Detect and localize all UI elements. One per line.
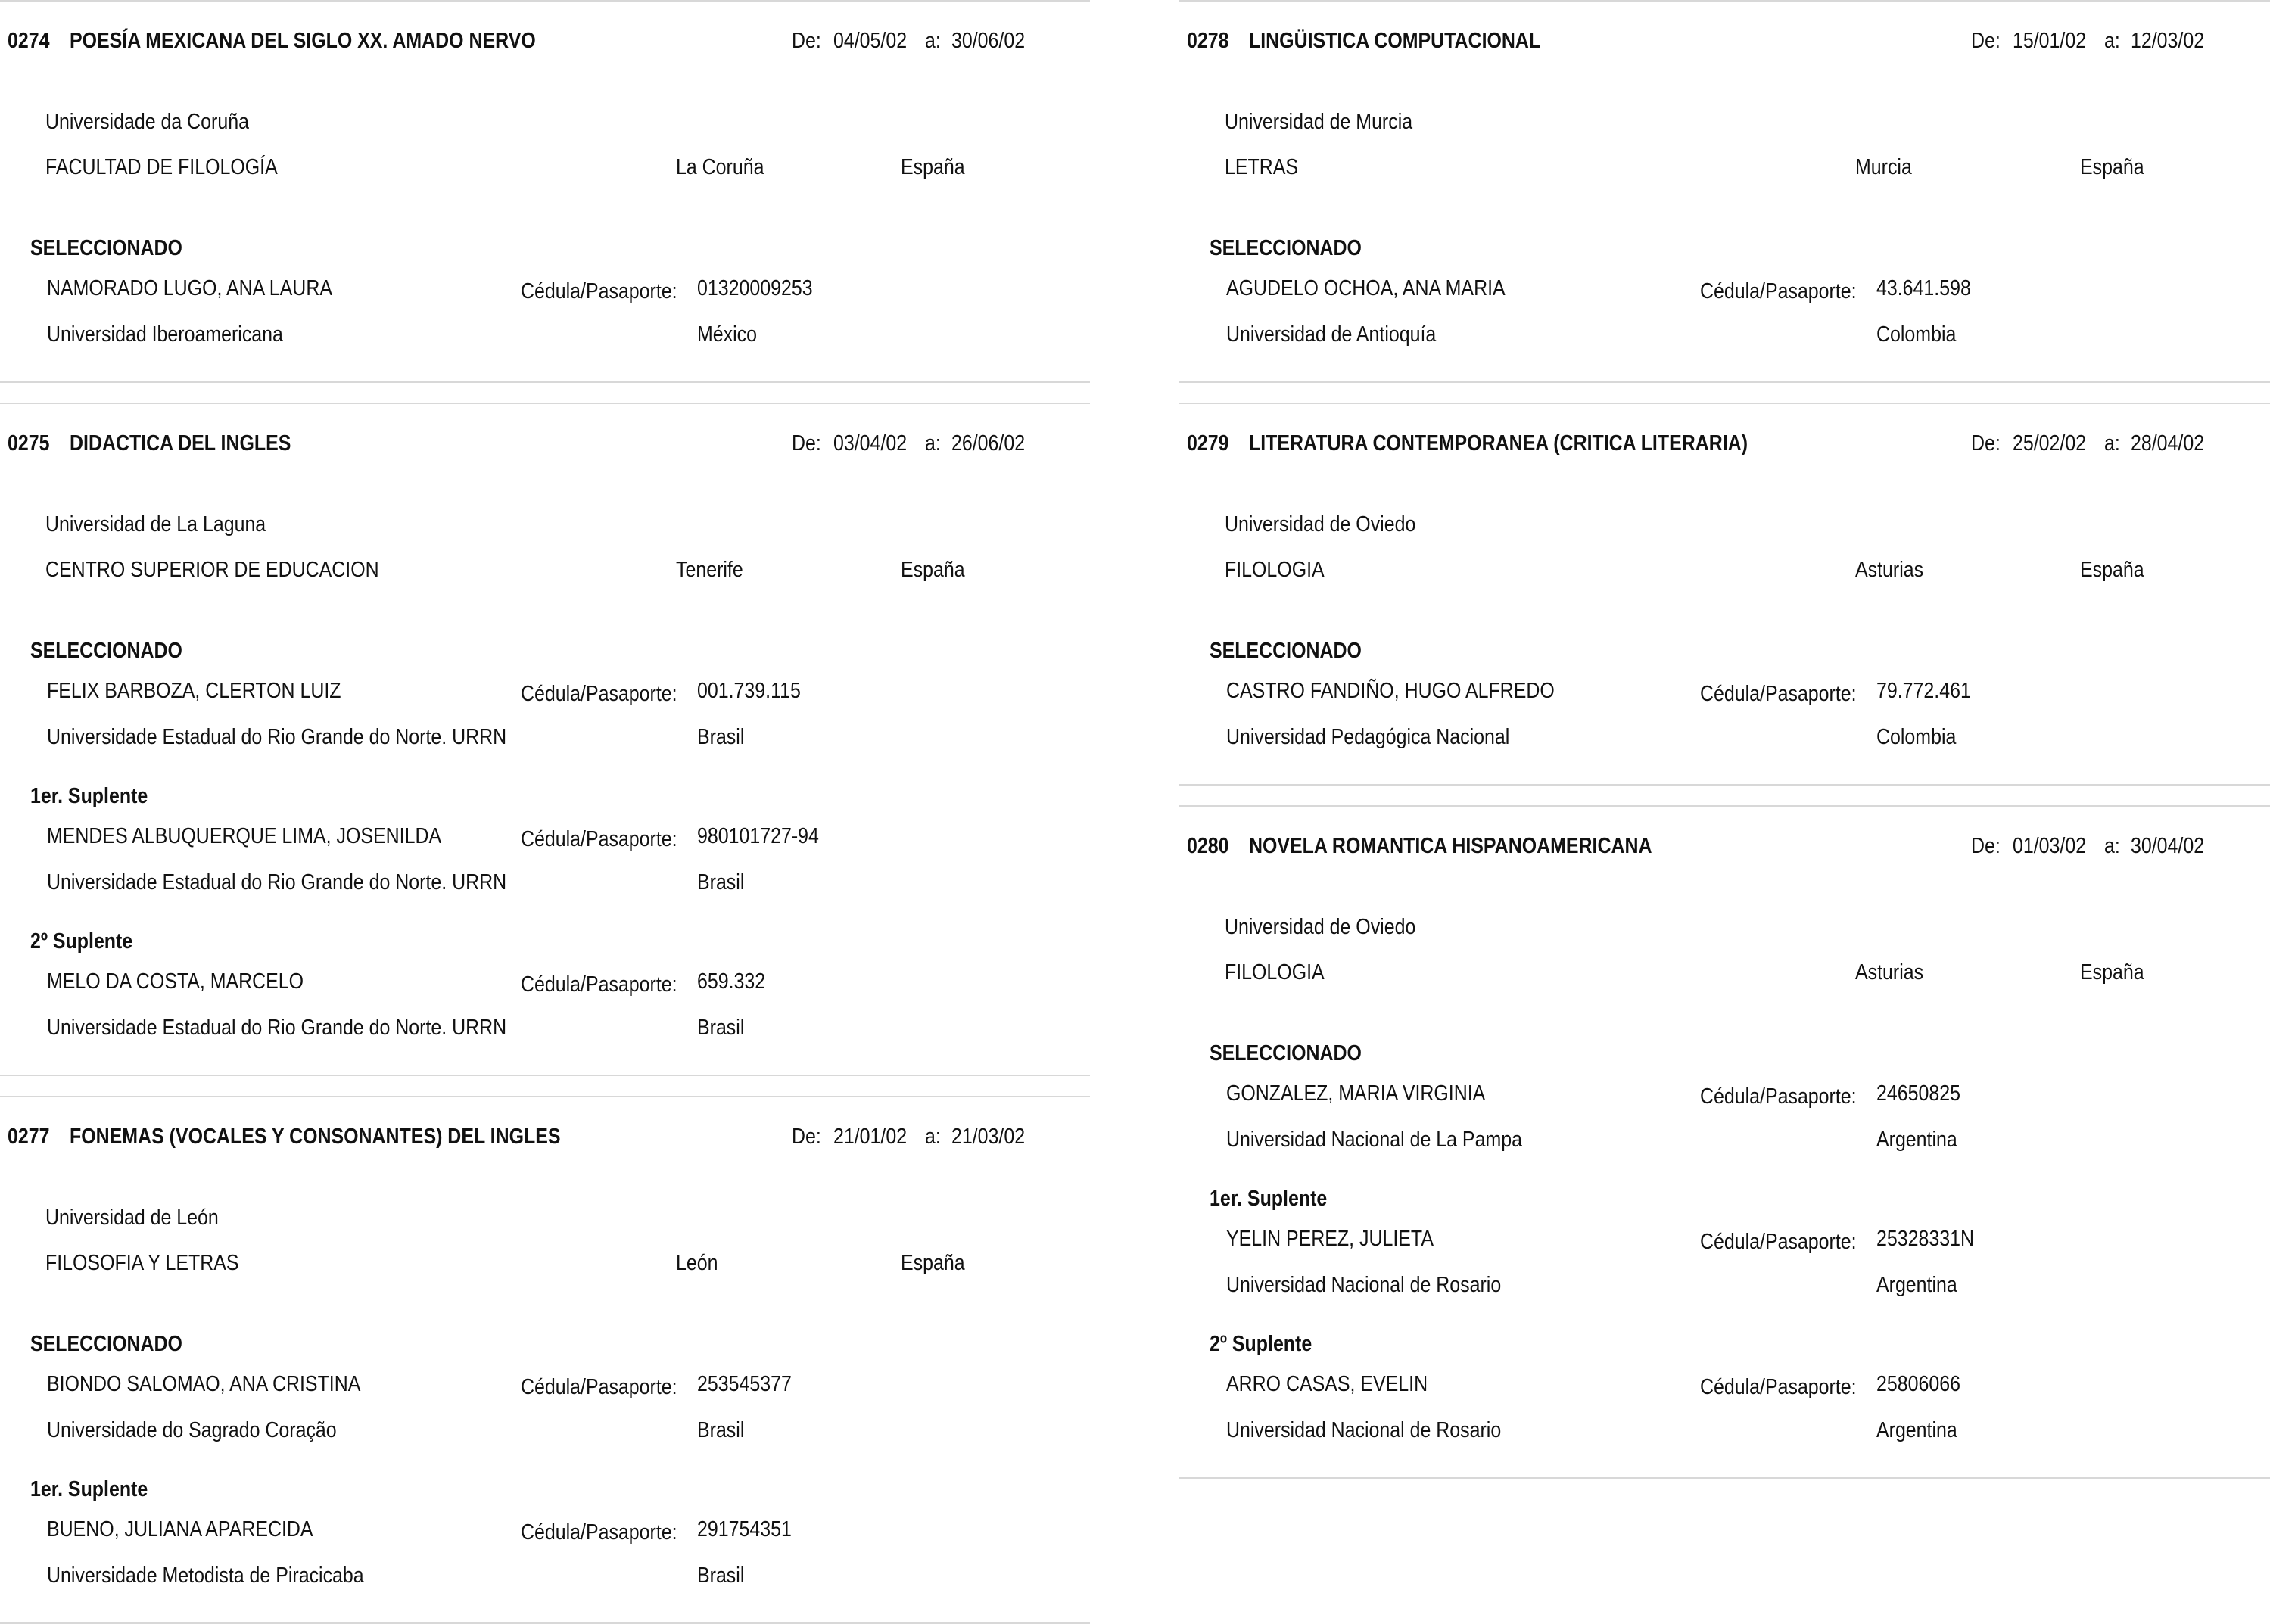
candidate-country: Argentina [1876, 1418, 1957, 1442]
host-faculty: FILOSOFIA Y LETRAS [45, 1251, 239, 1275]
candidate-name: BUENO, JULIANA APARECIDA [47, 1517, 313, 1542]
candidate-name: BIONDO SALOMAO, ANA CRISTINA [47, 1372, 361, 1396]
candidate-role: SELECCIONADO [30, 236, 182, 260]
id-label: Cédula/Pasaporte: [521, 682, 677, 706]
bottom-divider [1179, 1477, 2270, 1479]
candidate-doc: 659.332 [697, 969, 766, 994]
top-divider [1179, 403, 2270, 404]
top-divider [1179, 0, 2270, 2]
date-from: 01/03/02 [2013, 834, 2087, 858]
candidate-role: 1er. Suplente [30, 784, 148, 808]
course-title: LITERATURA CONTEMPORANEA (CRITICA LITERARIA) [1249, 431, 1748, 456]
date-from-label: De: [792, 1125, 821, 1149]
candidate-name: CASTRO FANDIÑO, HUGO ALFREDO [1226, 679, 1555, 703]
candidate-country: Brasil [697, 1016, 745, 1040]
candidate-institution: Universidade do Sagrado Coração [47, 1418, 337, 1442]
date-to-label: a: [925, 1125, 941, 1149]
host-university: Universidad de Murcia [1225, 110, 1413, 134]
id-label: Cédula/Pasaporte: [1700, 682, 1857, 706]
candidate-country: Brasil [697, 870, 745, 894]
course-code: 0275 [8, 431, 50, 456]
course-code: 0277 [8, 1125, 50, 1149]
candidate-institution: Universidad de Antioquía [1226, 322, 1437, 347]
date-to: 28/04/02 [2131, 431, 2205, 456]
host-university: Universidad de León [45, 1206, 219, 1230]
candidate-name: ARRO CASAS, EVELIN [1226, 1372, 1428, 1396]
host-university: Universidad de Oviedo [1225, 512, 1416, 537]
date-from: 04/05/02 [833, 29, 908, 53]
bottom-divider [0, 381, 1090, 383]
date-to: 30/06/02 [951, 29, 1026, 53]
id-label: Cédula/Pasaporte: [521, 1375, 677, 1399]
host-country: España [901, 558, 965, 582]
date-to: 12/03/02 [2131, 29, 2205, 53]
candidate-name: NAMORADO LUGO, ANA LAURA [47, 276, 332, 300]
host-university: Universidade da Coruña [45, 110, 249, 134]
candidate-doc: 980101727-94 [697, 824, 819, 848]
candidate-institution: Universidad Pedagógica Nacional [1226, 725, 1510, 749]
top-divider [0, 1096, 1090, 1097]
candidate-institution: Universidad Iberoamericana [47, 322, 283, 347]
top-divider [0, 403, 1090, 404]
candidate-name: MELO DA COSTA, MARCELO [47, 969, 304, 994]
host-city: La Coruña [676, 155, 764, 179]
candidate-country: Colombia [1876, 725, 1957, 749]
id-label: Cédula/Pasaporte: [1700, 1375, 1857, 1399]
candidate-country: Brasil [697, 1563, 745, 1588]
candidate-doc: 25806066 [1876, 1372, 1960, 1396]
candidate-doc: 79.772.461 [1876, 679, 1971, 703]
date-from: 15/01/02 [2013, 29, 2087, 53]
candidate-role: SELECCIONADO [1210, 236, 1362, 260]
candidate-name: MENDES ALBUQUERQUE LIMA, JOSENILDA [47, 824, 442, 848]
candidate-institution: Universidad Nacional de Rosario [1226, 1418, 1502, 1442]
host-faculty: FILOLOGIA [1225, 960, 1325, 985]
candidate-institution: Universidade Estadual do Rio Grande do Norte. URRN [47, 725, 507, 749]
candidate-role: 1er. Suplente [1210, 1187, 1328, 1211]
candidate-doc: 001.739.115 [697, 679, 801, 703]
host-city: Asturias [1855, 558, 1924, 582]
date-from: 03/04/02 [833, 431, 908, 456]
candidate-name: GONZALEZ, MARIA VIRGINIA [1226, 1081, 1486, 1106]
candidate-institution: Universidad Nacional de La Pampa [1226, 1128, 1522, 1152]
course-code: 0278 [1187, 29, 1229, 53]
host-faculty: LETRAS [1225, 155, 1299, 179]
date-from-label: De: [792, 29, 821, 53]
host-country: España [2080, 558, 2144, 582]
host-country: España [901, 155, 965, 179]
date-to-label: a: [2104, 431, 2120, 456]
host-country: España [2080, 155, 2144, 179]
course-title: POESÍA MEXICANA DEL SIGLO XX. AMADO NERVO [70, 29, 536, 53]
candidate-institution: Universidade Metodista de Piracicaba [47, 1563, 364, 1588]
top-divider [0, 0, 1090, 2]
course-title: DIDACTICA DEL INGLES [70, 431, 291, 456]
host-city: León [676, 1251, 718, 1275]
candidate-doc: 25328331N [1876, 1227, 1974, 1251]
id-label: Cédula/Pasaporte: [1700, 1084, 1857, 1109]
course-code: 0280 [1187, 834, 1229, 858]
host-faculty: FILOLOGIA [1225, 558, 1325, 582]
candidate-country: Brasil [697, 1418, 745, 1442]
host-country: España [901, 1251, 965, 1275]
candidate-institution: Universidade Estadual do Rio Grande do Norte. URRN [47, 1016, 507, 1040]
id-label: Cédula/Pasaporte: [521, 279, 677, 303]
candidate-doc: 01320009253 [697, 276, 813, 300]
date-from: 21/01/02 [833, 1125, 908, 1149]
bottom-divider [0, 1075, 1090, 1076]
course-code: 0274 [8, 29, 50, 53]
candidate-doc: 24650825 [1876, 1081, 1960, 1106]
candidate-country: México [697, 322, 757, 347]
date-to: 21/03/02 [951, 1125, 1026, 1149]
candidate-role: SELECCIONADO [30, 639, 182, 663]
date-to-label: a: [2104, 29, 2120, 53]
candidate-name: FELIX BARBOZA, CLERTON LUIZ [47, 679, 341, 703]
candidate-country: Brasil [697, 725, 745, 749]
candidate-name: YELIN PEREZ, JULIETA [1226, 1227, 1434, 1251]
top-divider [1179, 805, 2270, 807]
candidate-doc: 291754351 [697, 1517, 792, 1542]
host-city: Asturias [1855, 960, 1924, 985]
course-title: LINGÜISTICA COMPUTACIONAL [1249, 29, 1541, 53]
date-to-label: a: [925, 431, 941, 456]
candidate-role: SELECCIONADO [30, 1332, 182, 1356]
date-from-label: De: [1971, 834, 2001, 858]
host-university: Universidad de Oviedo [1225, 915, 1416, 939]
candidate-institution: Universidad Nacional de Rosario [1226, 1273, 1502, 1297]
host-faculty: FACULTAD DE FILOLOGÍA [45, 155, 278, 179]
candidate-role: 2º Suplente [30, 929, 133, 954]
candidate-country: Colombia [1876, 322, 1957, 347]
date-to-label: a: [2104, 834, 2120, 858]
candidate-country: Argentina [1876, 1273, 1957, 1297]
course-code: 0279 [1187, 431, 1229, 456]
candidate-name: AGUDELO OCHOA, ANA MARIA [1226, 276, 1506, 300]
bottom-divider [1179, 381, 2270, 383]
candidate-doc: 43.641.598 [1876, 276, 1971, 300]
date-to: 30/04/02 [2131, 834, 2205, 858]
date-from-label: De: [1971, 29, 2001, 53]
date-from-label: De: [792, 431, 821, 456]
host-country: España [2080, 960, 2144, 985]
host-university: Universidad de La Laguna [45, 512, 266, 537]
date-to-label: a: [925, 29, 941, 53]
bottom-divider [1179, 784, 2270, 786]
candidate-country: Argentina [1876, 1128, 1957, 1152]
course-title: NOVELA ROMANTICA HISPANOAMERICANA [1249, 834, 1652, 858]
id-label: Cédula/Pasaporte: [1700, 279, 1857, 303]
candidate-role: 1er. Suplente [30, 1477, 148, 1501]
candidate-institution: Universidade Estadual do Rio Grande do Norte. URRN [47, 870, 507, 894]
candidate-role: SELECCIONADO [1210, 639, 1362, 663]
candidate-doc: 253545377 [697, 1372, 792, 1396]
host-faculty: CENTRO SUPERIOR DE EDUCACION [45, 558, 379, 582]
host-city: Murcia [1855, 155, 1912, 179]
id-label: Cédula/Pasaporte: [521, 972, 677, 997]
host-city: Tenerife [676, 558, 743, 582]
id-label: Cédula/Pasaporte: [1700, 1230, 1857, 1254]
candidate-role: 2º Suplente [1210, 1332, 1312, 1356]
id-label: Cédula/Pasaporte: [521, 827, 677, 851]
date-to: 26/06/02 [951, 431, 1026, 456]
course-title: FONEMAS (VOCALES Y CONSONANTES) DEL INGLES [70, 1125, 561, 1149]
candidate-role: SELECCIONADO [1210, 1041, 1362, 1066]
date-from: 25/02/02 [2013, 431, 2087, 456]
date-from-label: De: [1971, 431, 2001, 456]
id-label: Cédula/Pasaporte: [521, 1520, 677, 1545]
